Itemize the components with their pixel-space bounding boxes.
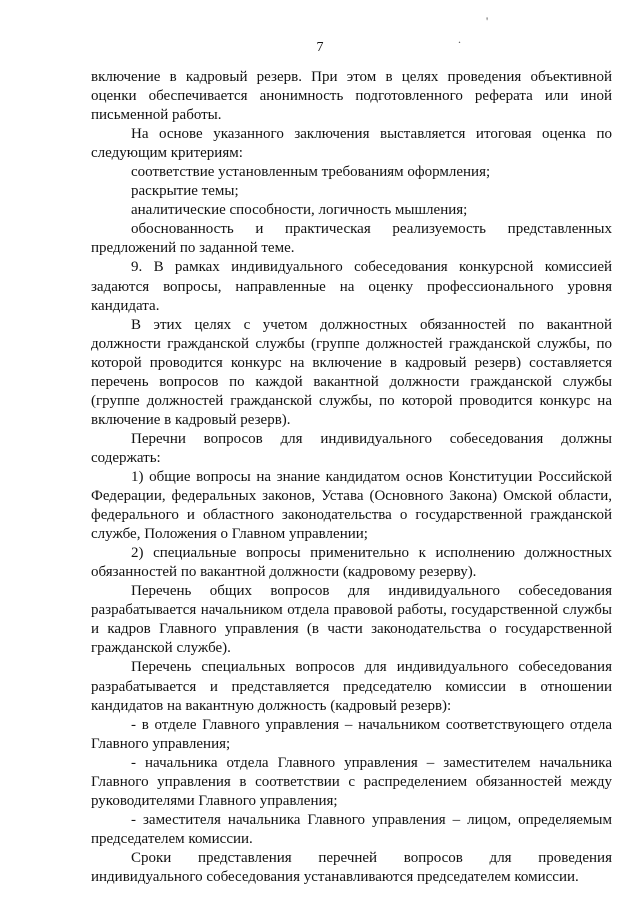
paragraph: включение в кадровый резерв. При этом в целях проведения объективной оценки обеспечивается анонимность подготовленного реферата или иной письменной работы. [91, 69, 612, 124]
paragraph: обоснованность и практическая реализуемость представленных предложений по заданной теме. [91, 221, 612, 257]
page-number: 7 [316, 40, 324, 55]
paragraph: Перечни вопросов для индивидуального собеседования должны содержать: [91, 430, 612, 466]
scan-mark: ' [486, 14, 489, 28]
paragraph: 2) специальные вопросы применительно к исполнению должностных обязанностей по вакантной должности (кадровому резерву). [91, 545, 612, 581]
paragraph: - в отделе Главного управления – начальником соответствующего отдела Главного управления; [91, 716, 612, 752]
paragraph: - начальника отдела Главного управления – заместителем начальника Главного управления в соответствии с распределением обязанностей между руководителями Главного управления; [91, 754, 612, 809]
paragraph: В этих целях с учетом должностных обязанностей по вакантной должности гражданской службы (группе должностей гражданской службы, по которой проводится конкурс на включение в кадровый резерв) составляется перечень вопросов по каждой вакантной должности гражданской службы (группе должностей гражданской службы, по которой проводится конкурс на включение в кадровый резерв). [91, 316, 612, 428]
paragraph: соответствие установленным требованиям оформления; [131, 164, 491, 181]
scan-mark: . [458, 32, 461, 46]
paragraph: 1) общие вопросы на знание кандидатом основ Конституции Российской Федерации, федеральных законов, Устава (Основного Закона) Омской области, федерального и областного законодательства о государственной гражданской службе, Положения о Главном управлении; [91, 468, 612, 543]
paragraph: Сроки представления перечней вопросов для проведения индивидуального собеседования устанавливаются председателем комиссии. [91, 849, 612, 885]
paragraph: - заместителя начальника Главного управления – лицом, определяемым председателем комиссии. [91, 811, 612, 847]
paragraph: 9. В рамках индивидуального собеседования конкурсной комиссией задаются вопросы, направленные на оценку профессионального уровня кандидата. [91, 259, 612, 314]
paragraph: Перечень общих вопросов для индивидуального собеседования разрабатывается начальником отдела правовой работы, государственной службы и кадров Главного управления (в части законодательства о государственной гражданской службе). [91, 583, 612, 657]
paragraph: раскрытие темы; [131, 183, 239, 200]
paragraph: На основе указанного заключения выставляется итоговая оценка по следующим критериям: [91, 126, 612, 162]
document-body [91, 68, 612, 887]
paragraph: аналитические способности, логичность мышления; [131, 202, 468, 219]
paragraph: Перечень специальных вопросов для индивидуального собеседования разрабатывается и представляется председателю комиссии в отношении кандидатов на вакантную должность (кадровый резерв): [91, 659, 612, 714]
